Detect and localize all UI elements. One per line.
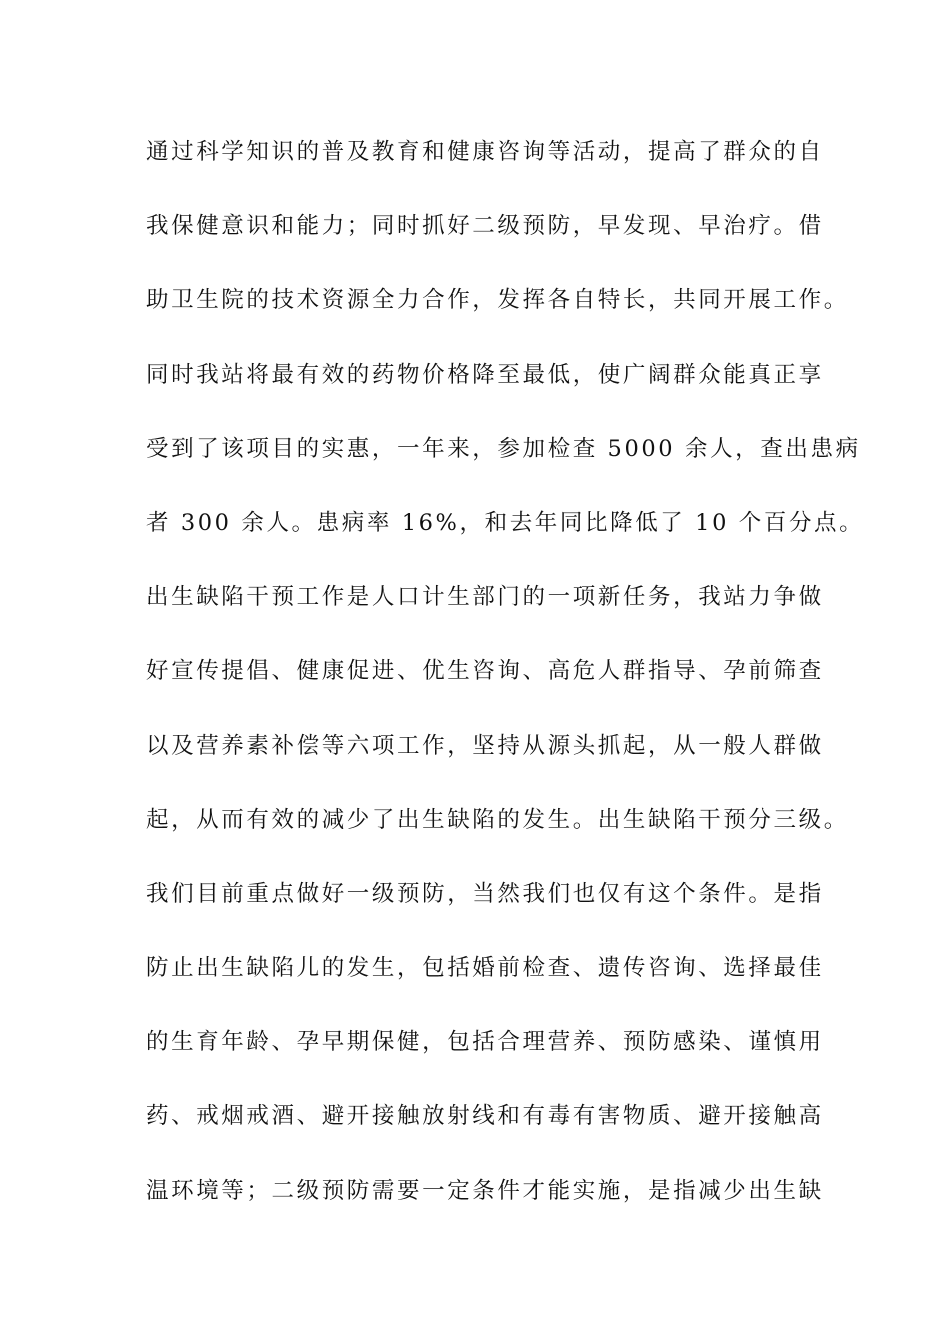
text-line: 受到了该项目的实惠，一年来，参加检查 5000 余人，查出患病 [146, 435, 861, 462]
text-line: 者 300 余人。患病率 16%，和去年同比降低了 10 个百分点。 [146, 509, 865, 536]
text-line: 我保健意识和能力；同时抓好二级预防，早发现、早治疗。借 [146, 213, 824, 240]
text-line: 我们目前重点做好一级预防，当然我们也仅有这个条件。是指 [146, 880, 824, 907]
text-line: 好宣传提倡、健康促进、优生咨询、高危人群指导、孕前筛查 [146, 658, 824, 685]
text-line: 以及营养素补偿等六项工作，坚持从源头抓起，从一般人群做 [146, 732, 824, 759]
text-line: 防止出生缺陷儿的发生，包括婚前检查、遗传咨询、选择最佳 [146, 955, 824, 982]
text-line: 起，从而有效的减少了出生缺陷的发生。出生缺陷干预分三级。 [146, 806, 849, 833]
text-line: 同时我站将最有效的药物价格降至最低，使广阔群众能真正享 [146, 361, 824, 388]
text-line: 出生缺陷干预工作是人口计生部门的一项新任务，我站力争做 [146, 584, 824, 611]
text-line: 助卫生院的技术资源全力合作，发挥各自特长，共同开展工作。 [146, 287, 849, 314]
text-line: 的生育年龄、孕早期保健，包括合理营养、预防感染、谨慎用 [146, 1029, 824, 1056]
text-line: 温环境等；二级预防需要一定条件才能实施，是指减少出生缺 [146, 1177, 824, 1204]
text-line: 药、戒烟戒酒、避开接触放射线和有毒有害物质、避开接触高 [146, 1103, 824, 1130]
text-line: 通过科学知识的普及教育和健康咨询等活动，提高了群众的自 [146, 139, 824, 165]
body-text [146, 128, 865, 1241]
